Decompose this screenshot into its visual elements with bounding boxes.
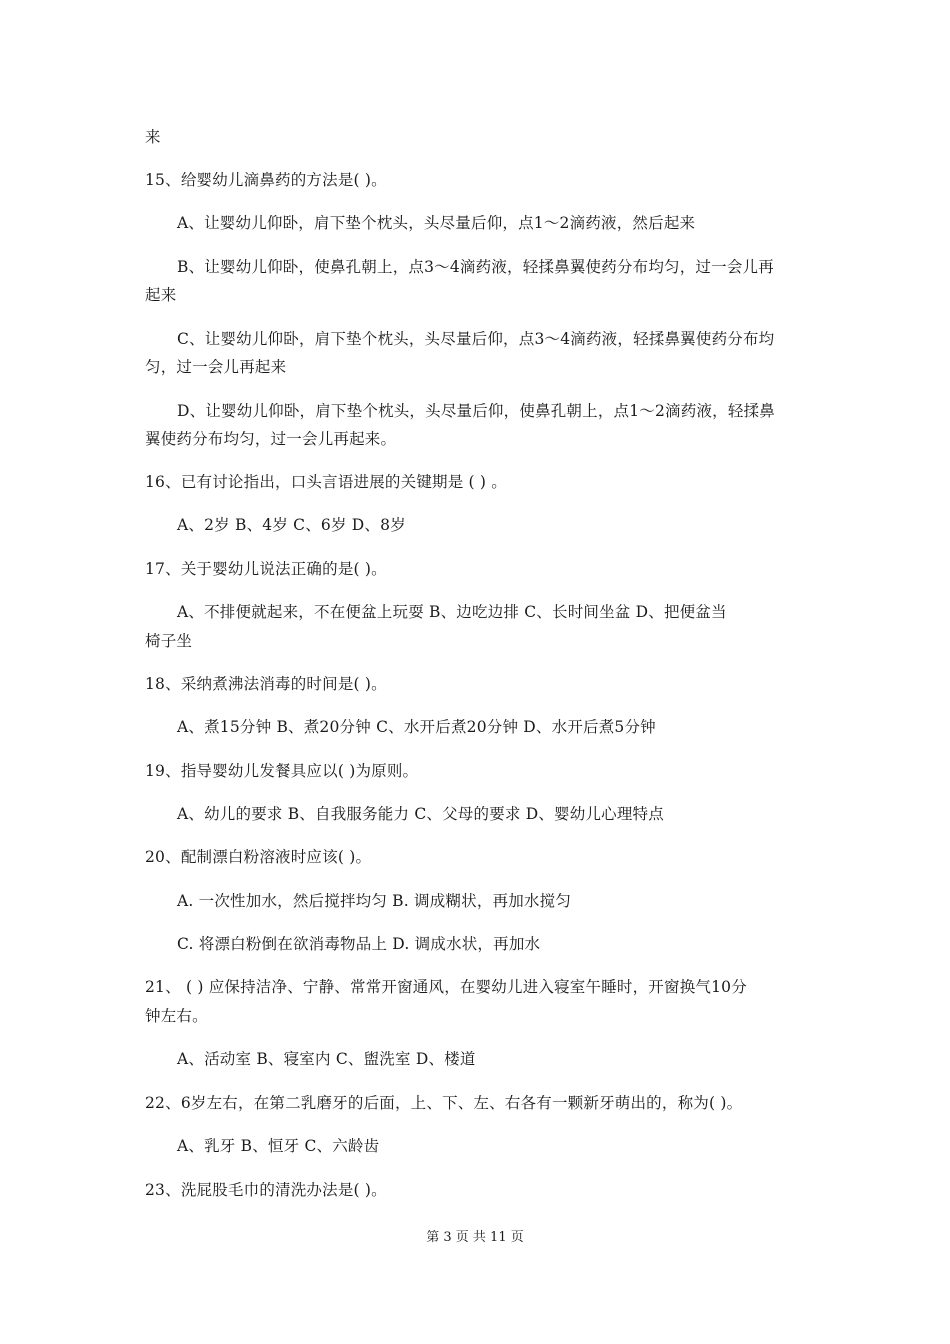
question-22: 22、6岁左右，在第二乳磨牙的后面，上、下、左、右各有一颗新牙萌出的，称为( )。: [145, 1094, 743, 1112]
option-continuation: 椅子坐: [145, 632, 193, 650]
text-line: 来: [145, 128, 161, 146]
question-15: 15、给婴幼儿滴鼻药的方法是( )。: [145, 171, 387, 189]
option-continuation: 起来: [145, 286, 177, 304]
option-line: A、2岁 B、4岁 C、6岁 D、8岁: [177, 516, 406, 534]
page-footer: 第 3 页 共 11 页: [426, 1230, 524, 1245]
option-line: A、不排便就起来，不在便盆上玩耍 B、边吃边排 C、长时间坐盆 D、把便盆当: [177, 603, 727, 621]
question-19: 19、指导婴幼儿发餐具应以( )为原则。: [145, 762, 419, 780]
question-23: 23、洗屁股毛巾的清洗办法是( )。: [145, 1181, 387, 1199]
option-line: A、活动室 B、寝室内 C、盥洗室 D、楼道: [177, 1050, 476, 1068]
question-continuation: 钟左右。: [145, 1007, 208, 1025]
option-line: A、煮15分钟 B、煮20分钟 C、水开后煮20分钟 D、水开后煮5分钟: [177, 718, 656, 736]
question-17: 17、关于婴幼儿说法正确的是( )。: [145, 560, 387, 578]
option-line: A、让婴幼儿仰卧，肩下垫个枕头，头尽量后仰，点1～2滴药液，然后起来: [177, 214, 696, 232]
option-continuation: 翼使药分布均匀，过一会儿再起来。: [145, 430, 397, 448]
option-line: B、让婴幼儿仰卧，使鼻孔朝上，点3～4滴药液，轻揉鼻翼使药分布均匀，过一会儿再: [177, 258, 774, 276]
question-20: 20、配制漂白粉溶液时应该( )。: [145, 848, 372, 866]
option-line: A、乳牙 B、恒牙 C、六龄齿: [177, 1137, 380, 1155]
option-line: C. 将漂白粉倒在欲消毒物品上 D. 调成水状，再加水: [177, 935, 541, 953]
option-line: A. 一次性加水，然后搅拌均匀 B. 调成糊状，再加水搅匀: [177, 892, 572, 910]
option-continuation: 匀，过一会儿再起来: [145, 358, 287, 376]
question-18: 18、采纳煮沸法消毒的时间是( )。: [145, 675, 387, 693]
option-line: C、让婴幼儿仰卧，肩下垫个枕头，头尽量后仰，点3～4滴药液，轻揉鼻翼使药分布均: [177, 330, 775, 348]
question-16: 16、已有讨论指出，口头言语进展的关键期是 ( ) 。: [145, 473, 507, 491]
question-21: 21、 ( ) 应保持洁净、宁静、常常开窗通风，在婴幼儿进入寝室午睡时，开窗换气10分: [145, 978, 747, 996]
option-line: A、幼儿的要求 B、自我服务能力 C、父母的要求 D、婴幼儿心理特点: [177, 805, 664, 823]
option-line: D、让婴幼儿仰卧，肩下垫个枕头，头尽量后仰，使鼻孔朝上，点1～2滴药液，轻揉鼻: [177, 402, 775, 420]
